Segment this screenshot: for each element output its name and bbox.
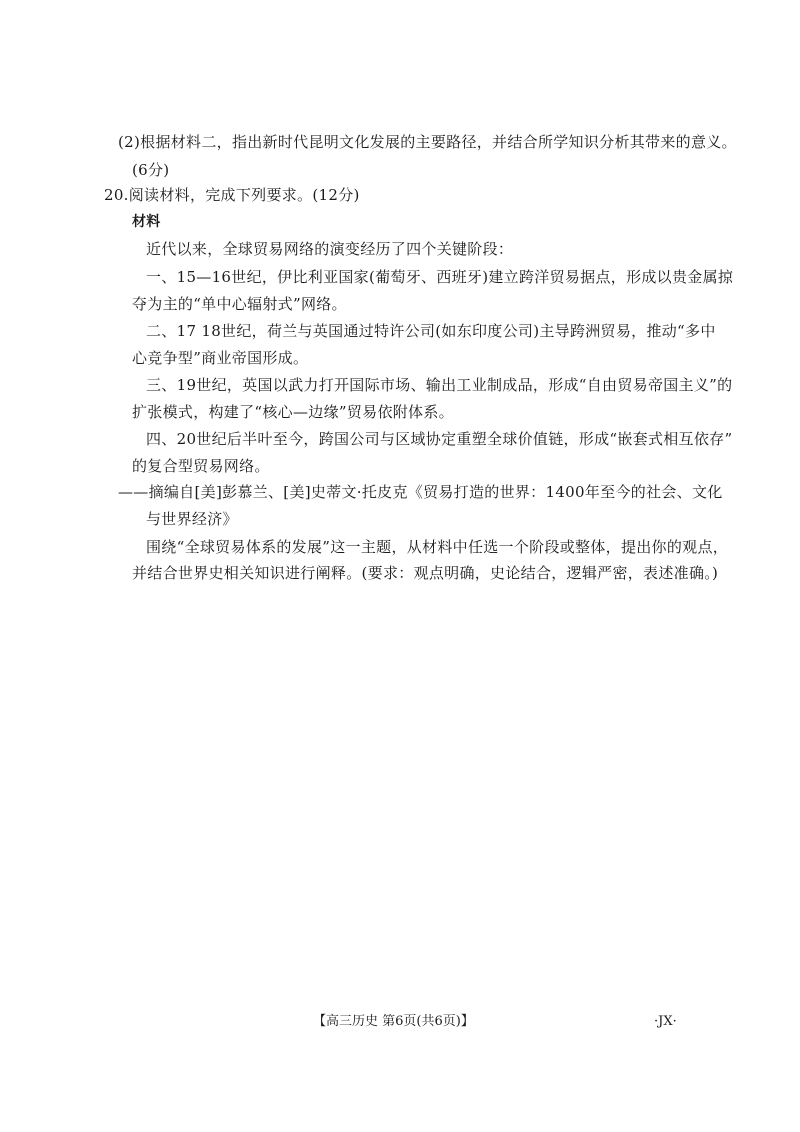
stage4-line1: 四、20世纪后半叶至今，跨国公司与区域协定重塑全球价值链，形成“嵌套式相互依存” bbox=[146, 430, 733, 448]
material-label: 材料 bbox=[132, 214, 161, 230]
q19-part2-points: (6分) bbox=[132, 161, 170, 179]
q20-heading: 20.阅读材料，完成下列要求。(12分) bbox=[104, 186, 360, 204]
stage4-line2: 的复合型贸易网络。 bbox=[132, 457, 270, 475]
material-intro: 近代以来，全球贸易网络的演变经历了四个关键阶段： bbox=[146, 240, 514, 258]
stage2-line2: 心竞争型”商业帝国形成。 bbox=[132, 349, 309, 367]
stage2-line1: 二、17 18世纪，荷兰与英国通过特许公司(如东印度公司)主导跨洲贸易，推动“多中 bbox=[146, 322, 716, 340]
stage1-line1: 一、15—16世纪，伊比利亚国家(葡萄牙、西班牙)建立跨洋贸易据点，形成以贵金属掠 bbox=[146, 268, 734, 286]
task-line2: 并结合世界史相关知识进行阐释。(要求：观点明确，史论结合，逻辑严密，表述准确。) bbox=[132, 564, 719, 582]
stage3-line1: 三、19世纪，英国以武力打开国际市场、输出工业制成品，形成“自由贸易帝国主义”的 bbox=[146, 376, 733, 394]
stage1-line2: 夺为主的“单中心辐射式”网络。 bbox=[132, 295, 347, 313]
source-citation-line1: ——摘编自[美]彭慕兰、[美]史蒂文·托皮克《贸易打造的世界：1400年至今的社会、文化 bbox=[118, 483, 723, 501]
stage3-line2: 扩张模式，构建了“核心—边缘”贸易依附体系。 bbox=[132, 403, 454, 421]
q19-part2-text: (2)根据材料二，指出新时代昆明文化发展的主要路径，并结合所学知识分析其带来的意义。 bbox=[118, 133, 737, 151]
page-info: 【高三历史 第6页(共6页)】 bbox=[313, 1014, 474, 1029]
task-line1: 围绕“全球贸易体系的发展”这一主题，从材料中任选一个阶段或整体，提出你的观点， bbox=[146, 538, 729, 556]
exam-code: ·JX· bbox=[654, 1014, 677, 1029]
source-citation-line2: 与世界经济》 bbox=[146, 510, 238, 528]
